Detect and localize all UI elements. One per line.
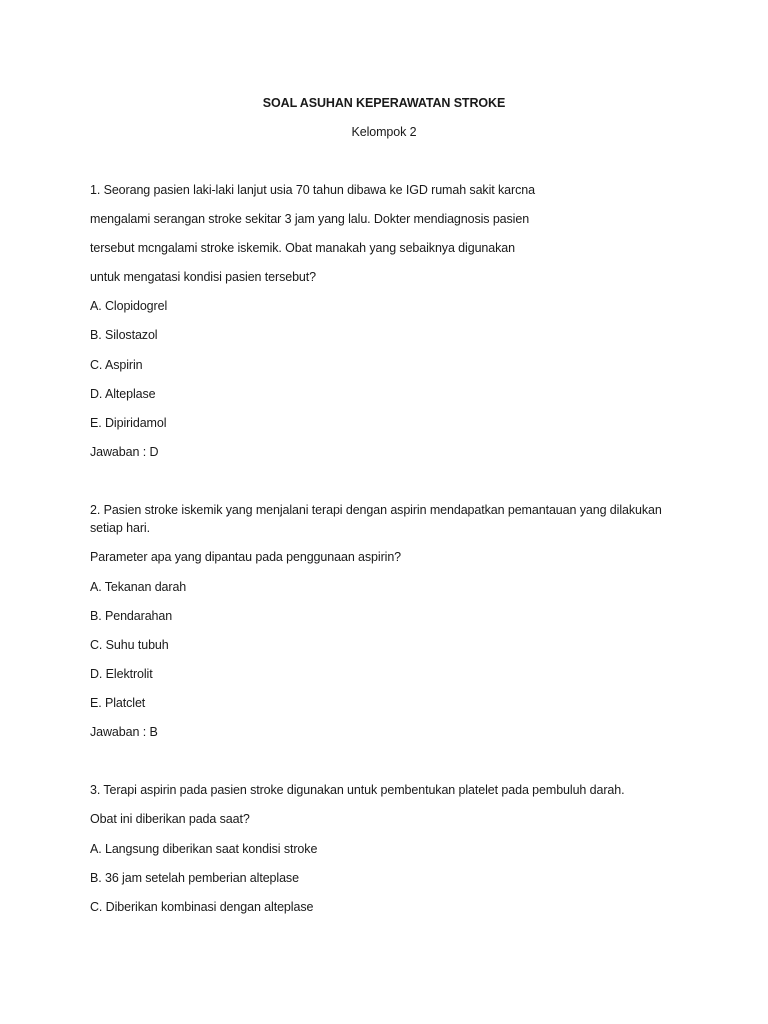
q2-question: Parameter apa yang dipantau pada penggunaan aspirin? [90,550,402,564]
q2-stem: 2. Pasien stroke iskemik yang menjalani terapi dengan aspirin mendapatkan pemantauan yang dilakukan setiap hari. [90,503,662,535]
q1-option-d: D. Alteplase [90,387,156,401]
q1-stem-line-4: untuk mengatasi kondisi pasien tersebut? [90,270,317,284]
q3-option-a: A. Langsung diberikan saat kondisi stroke [90,842,318,856]
q2-answer: Jawaban : B [90,725,158,739]
q1-stem-line-3: tersebut mcngalami stroke iskemik. Obat manakah yang sebaiknya digunakan [90,241,515,255]
q1-option-e: E. Dipiridamol [90,416,167,430]
q3-option-c: C. Diberikan kombinasi dengan alteplase [90,900,314,914]
document-subtitle: Kelompok 2 [351,125,417,139]
q2-option-d: D. Elektrolit [90,667,153,681]
q3-option-b: B. 36 jam setelah pemberian alteplase [90,871,299,885]
q1-answer: Jawaban : D [90,445,159,459]
q2-option-e: E. Platclet [90,696,146,710]
q3-stem: 3. Terapi aspirin pada pasien stroke digunakan untuk pembentukan platelet pada pembuluh darah. [90,783,625,797]
q2-option-b: B. Pendarahan [90,609,173,623]
q2-option-c: C. Suhu tubuh [90,638,169,652]
q1-option-c: C. Aspirin [90,358,143,372]
document-title: SOAL ASUHAN KEPERAWATAN STROKE [262,96,506,110]
q2-option-a: A. Tekanan darah [90,580,187,594]
q1-stem-line-2: mengalami serangan stroke sekitar 3 jam yang lalu. Dokter mendiagnosis pasien [90,212,530,226]
q1-option-a: A. Clopidogrel [90,299,168,313]
q3-question: Obat ini diberikan pada saat? [90,812,250,826]
q1-option-b: B. Silostazol [90,328,158,342]
q1-stem-line-1: 1. Seorang pasien laki-laki lanjut usia 70 tahun dibawa ke IGD rumah sakit karcna [90,183,535,197]
